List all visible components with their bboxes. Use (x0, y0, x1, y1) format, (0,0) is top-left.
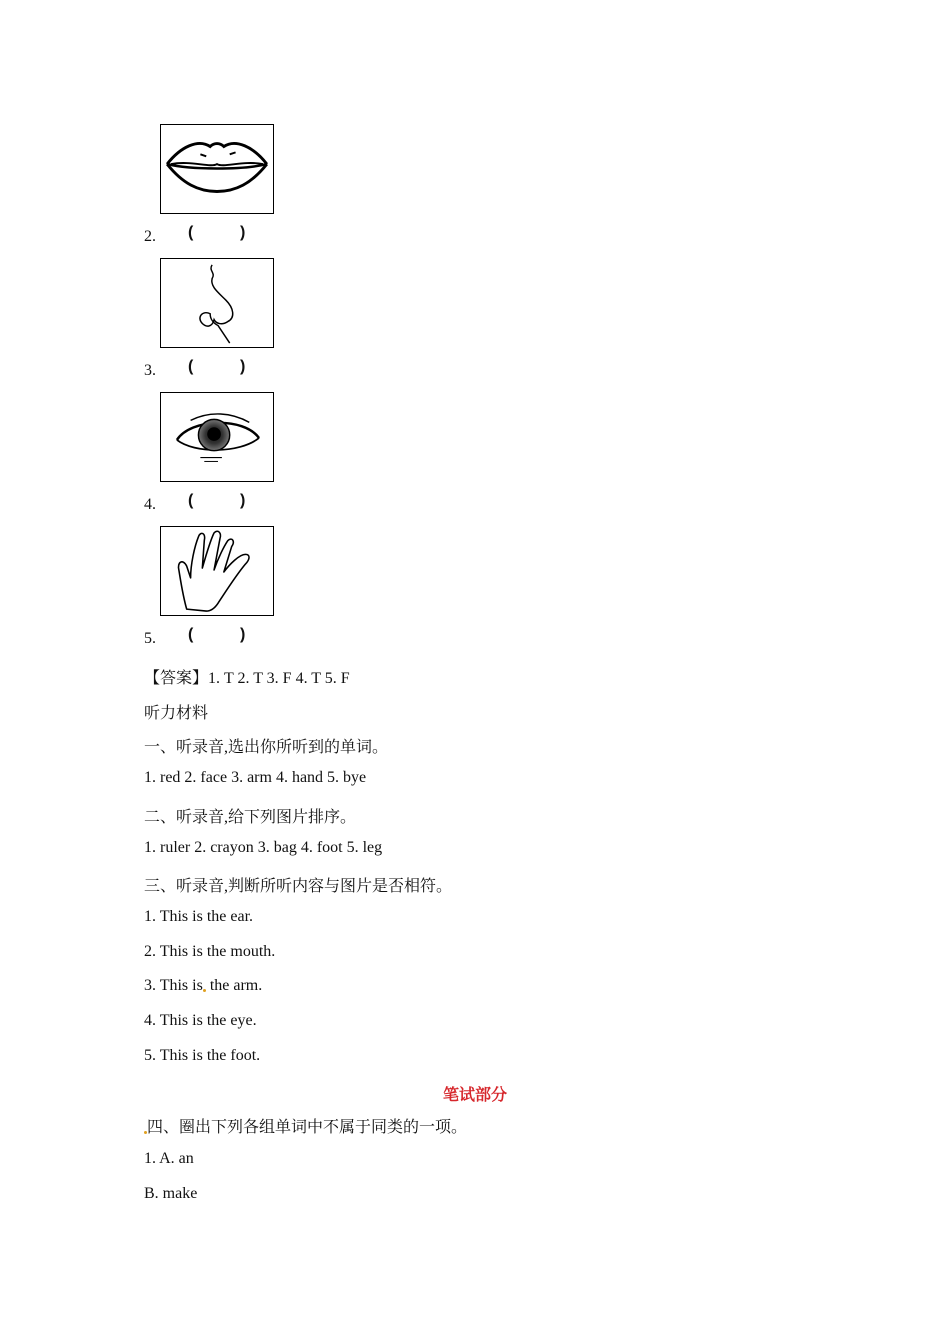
answer-blank (188, 224, 246, 242)
eye-picture (160, 392, 274, 482)
answer-blank (188, 492, 246, 510)
edit-mark (203, 989, 206, 992)
answer-blank (188, 358, 246, 376)
mouth-picture (160, 124, 274, 214)
item-number: 4. (144, 496, 156, 513)
answer-key: 【答案】1. T 2. T 3. F 4. T 5. F (144, 670, 350, 687)
part4-line: 1. A. an (144, 1150, 194, 1167)
paren-open: ( (188, 224, 194, 241)
paren-open: ( (188, 492, 194, 509)
item-number: 2. (144, 228, 156, 245)
part3-sentence: 4. This is the eye. (144, 1012, 257, 1029)
written-section-title: 笔试部分 (442, 1085, 507, 1104)
part2-content: 1. ruler 2. crayon 3. bag 4. foot 5. leg (144, 839, 383, 856)
hand-picture (160, 526, 274, 616)
paren-open: ( (188, 358, 194, 375)
part4-instruction-text: 四、圈出下列各组单词中不属于同类的一项。 (147, 1119, 468, 1136)
answer-blank (188, 626, 246, 644)
part3-sentence: 5. This is the foot. (144, 1047, 261, 1064)
paren-close: ) (240, 626, 246, 643)
paren-open: ( (188, 626, 194, 643)
part3-sentence: 1. This is the ear. (144, 908, 254, 925)
sentence-start: 3. This is (144, 977, 203, 994)
paren-close: ) (240, 492, 246, 509)
part4-instruction (144, 1114, 467, 1137)
paren-close: ) (240, 224, 246, 241)
part3-sentence (144, 977, 262, 995)
item-number: 5. (144, 630, 156, 647)
sentence-end: the arm. (209, 977, 263, 994)
nose-picture (160, 258, 274, 348)
listening-heading: 听力材料 (144, 705, 209, 722)
item-number: 3. (144, 362, 156, 379)
part1-instruction: 一、听录音,选出你所听到的单词。 (144, 739, 389, 756)
part1-content: 1. red 2. face 3. arm 4. hand 5. bye (144, 769, 367, 786)
paren-close: ) (240, 358, 246, 375)
part2-instruction: 二、听录音,给下列图片排序。 (144, 809, 357, 826)
part3-instruction: 三、听录音,判断所听内容与图片是否相符。 (144, 878, 453, 895)
part3-sentence: 2. This is the mouth. (144, 943, 276, 960)
part4-line: B. make (144, 1185, 198, 1202)
